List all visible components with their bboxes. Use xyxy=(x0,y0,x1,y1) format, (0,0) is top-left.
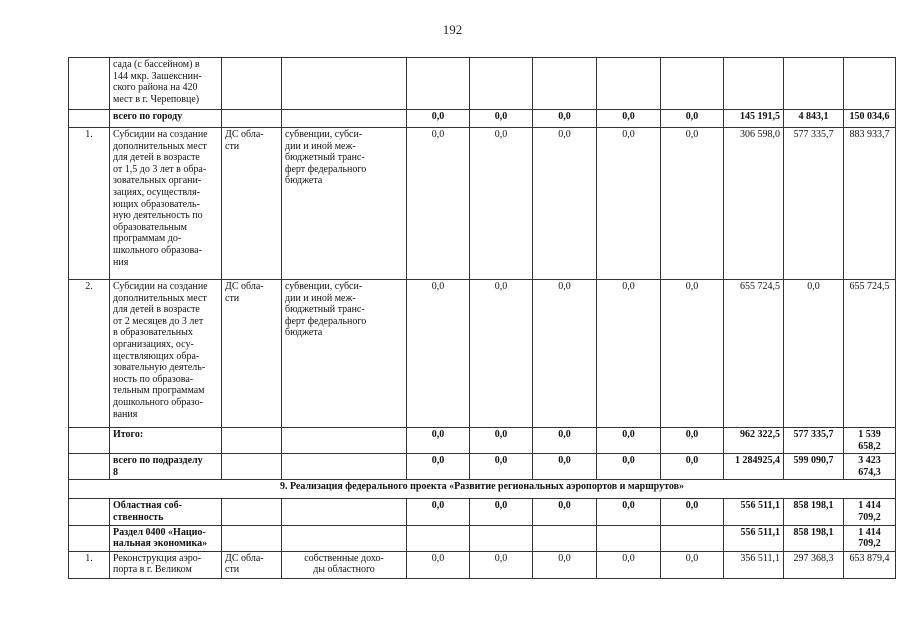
value-cell: 0,0 xyxy=(597,428,661,454)
value-cell: 858 198,1 xyxy=(784,499,844,525)
value-cell: 0,0 xyxy=(470,428,533,454)
value-cell: 0,0 xyxy=(661,454,724,480)
value-cell: 0,0 xyxy=(597,280,661,428)
row-num-cell: 1. xyxy=(69,128,110,280)
value-cell: 1 414 709,2 xyxy=(844,499,896,525)
value-cell: 0,0 xyxy=(407,280,470,428)
value-cell: 556 511,1 xyxy=(724,499,784,525)
value-cell: 0,0 xyxy=(597,110,661,128)
row-num-cell xyxy=(69,58,110,110)
value-cell: 0,0 xyxy=(597,128,661,280)
value-cell: 0,0 xyxy=(597,499,661,525)
value-cell: 1 414 709,2 xyxy=(844,525,896,551)
value-cell: 858 198,1 xyxy=(784,525,844,551)
value-cell: 297 368,3 xyxy=(784,551,844,578)
value-cell: 0,0 xyxy=(661,499,724,525)
table-row xyxy=(69,499,896,525)
value-cell: 0,0 xyxy=(470,128,533,280)
item-name-cell: Субсидии на создание дополнительных мест для детей в возрасте от 2 месяцев до 3 лет в образовательных организациях, осу- ществляющих обра- зовательную деятель- ность по образова- тельным программам дошкольного образо- вания xyxy=(110,280,222,428)
table-row xyxy=(69,525,896,551)
table-row xyxy=(69,128,896,280)
executor-cell: ДС обла- сти xyxy=(222,128,282,280)
source-cell: собственные дохо- ды областного xyxy=(282,551,407,578)
source-cell: субвенции, субси- дии и иной меж- бюджетный транс- ферт федерального бюджета xyxy=(282,280,407,428)
value-cell: 0,0 xyxy=(470,454,533,480)
value-cell: 0,0 xyxy=(470,499,533,525)
value-cell: 655 724,5 xyxy=(724,280,784,428)
value-cell: 0,0 xyxy=(597,551,661,578)
value-cell: 0,0 xyxy=(661,551,724,578)
source-cell: субвенции, субси- дии и иной меж- бюджетный транс- ферт федерального бюджета xyxy=(282,128,407,280)
value-cell: 0,0 xyxy=(533,551,597,578)
value-cell: 0,0 xyxy=(661,280,724,428)
value-cell: 150 034,6 xyxy=(844,110,896,128)
value-cell: 0,0 xyxy=(407,551,470,578)
value-cell: 145 191,5 xyxy=(724,110,784,128)
value-cell: 962 322,5 xyxy=(724,428,784,454)
value-cell: 0,0 xyxy=(533,280,597,428)
value-cell: 577 335,7 xyxy=(784,428,844,454)
value-cell: 0,0 xyxy=(407,110,470,128)
budget-table xyxy=(68,57,896,579)
value-cell: 0,0 xyxy=(407,428,470,454)
value-cell: 556 511,1 xyxy=(724,525,784,551)
value-cell: 4 843,1 xyxy=(784,110,844,128)
value-cell: 1 284925,4 xyxy=(724,454,784,480)
value-cell: 653 879,4 xyxy=(844,551,896,578)
item-name-cell: Субсидии на создание дополнительных мест для детей в возрасте от 1,5 до 3 лет в обра- зовательных органи- зациях, осуществля- ющих образователь- ную деятельность по образовательным программам до- школьного образова- ния xyxy=(110,128,222,280)
value-cell: 1 539 658,2 xyxy=(844,428,896,454)
row-label: Областная соб- ственность xyxy=(110,499,222,525)
table-row xyxy=(69,280,896,428)
row-num-cell: 2. xyxy=(69,280,110,428)
executor-cell: ДС обла- сти xyxy=(222,551,282,578)
value-cell: 0,0 xyxy=(784,280,844,428)
executor-cell: ДС обла- сти xyxy=(222,280,282,428)
value-cell: 0,0 xyxy=(533,499,597,525)
row-label: всего по подразделу 8 xyxy=(110,454,222,480)
value-cell: 0,0 xyxy=(407,454,470,480)
value-cell: 0,0 xyxy=(661,110,724,128)
item-name-cell: сада (с бассейном) в 144 мкр. Зашекснин- ского района на 420 мест в г. Череповце) xyxy=(110,58,222,110)
table-row xyxy=(69,110,896,128)
section-header-row xyxy=(69,480,896,499)
value-cell: 0,0 xyxy=(470,110,533,128)
value-cell: 0,0 xyxy=(533,110,597,128)
table-row xyxy=(69,551,896,578)
row-label: всего по городу xyxy=(110,110,222,128)
value-cell: 599 090,7 xyxy=(784,454,844,480)
table-row xyxy=(69,454,896,480)
item-name-cell: Реконструкция аэро- порта в г. Великом xyxy=(110,551,222,578)
row-label: Раздел 0400 «Нацио- нальная экономика» xyxy=(110,525,222,551)
value-cell: 0,0 xyxy=(661,128,724,280)
value-cell: 655 724,5 xyxy=(844,280,896,428)
section-title: 9. Реализация федерального проекта «Развитие региональных аэропортов и маршрутов» xyxy=(69,480,896,499)
value-cell: 0,0 xyxy=(533,128,597,280)
row-label: Итого: xyxy=(110,428,222,454)
value-cell: 3 423 674,3 xyxy=(844,454,896,480)
value-cell: 0,0 xyxy=(533,454,597,480)
value-cell: 306 598,0 xyxy=(724,128,784,280)
value-cell: 0,0 xyxy=(597,454,661,480)
table-row xyxy=(69,58,896,110)
value-cell: 0,0 xyxy=(661,428,724,454)
value-cell: 577 335,7 xyxy=(784,128,844,280)
value-cell: 883 933,7 xyxy=(844,128,896,280)
page-number: 192 xyxy=(442,22,463,37)
value-cell: 0,0 xyxy=(407,499,470,525)
table-row xyxy=(69,428,896,454)
value-cell: 0,0 xyxy=(470,551,533,578)
value-cell: 0,0 xyxy=(533,428,597,454)
value-cell: 0,0 xyxy=(407,128,470,280)
row-num-cell: 1. xyxy=(69,551,110,578)
value-cell: 356 511,1 xyxy=(724,551,784,578)
value-cell: 0,0 xyxy=(470,280,533,428)
